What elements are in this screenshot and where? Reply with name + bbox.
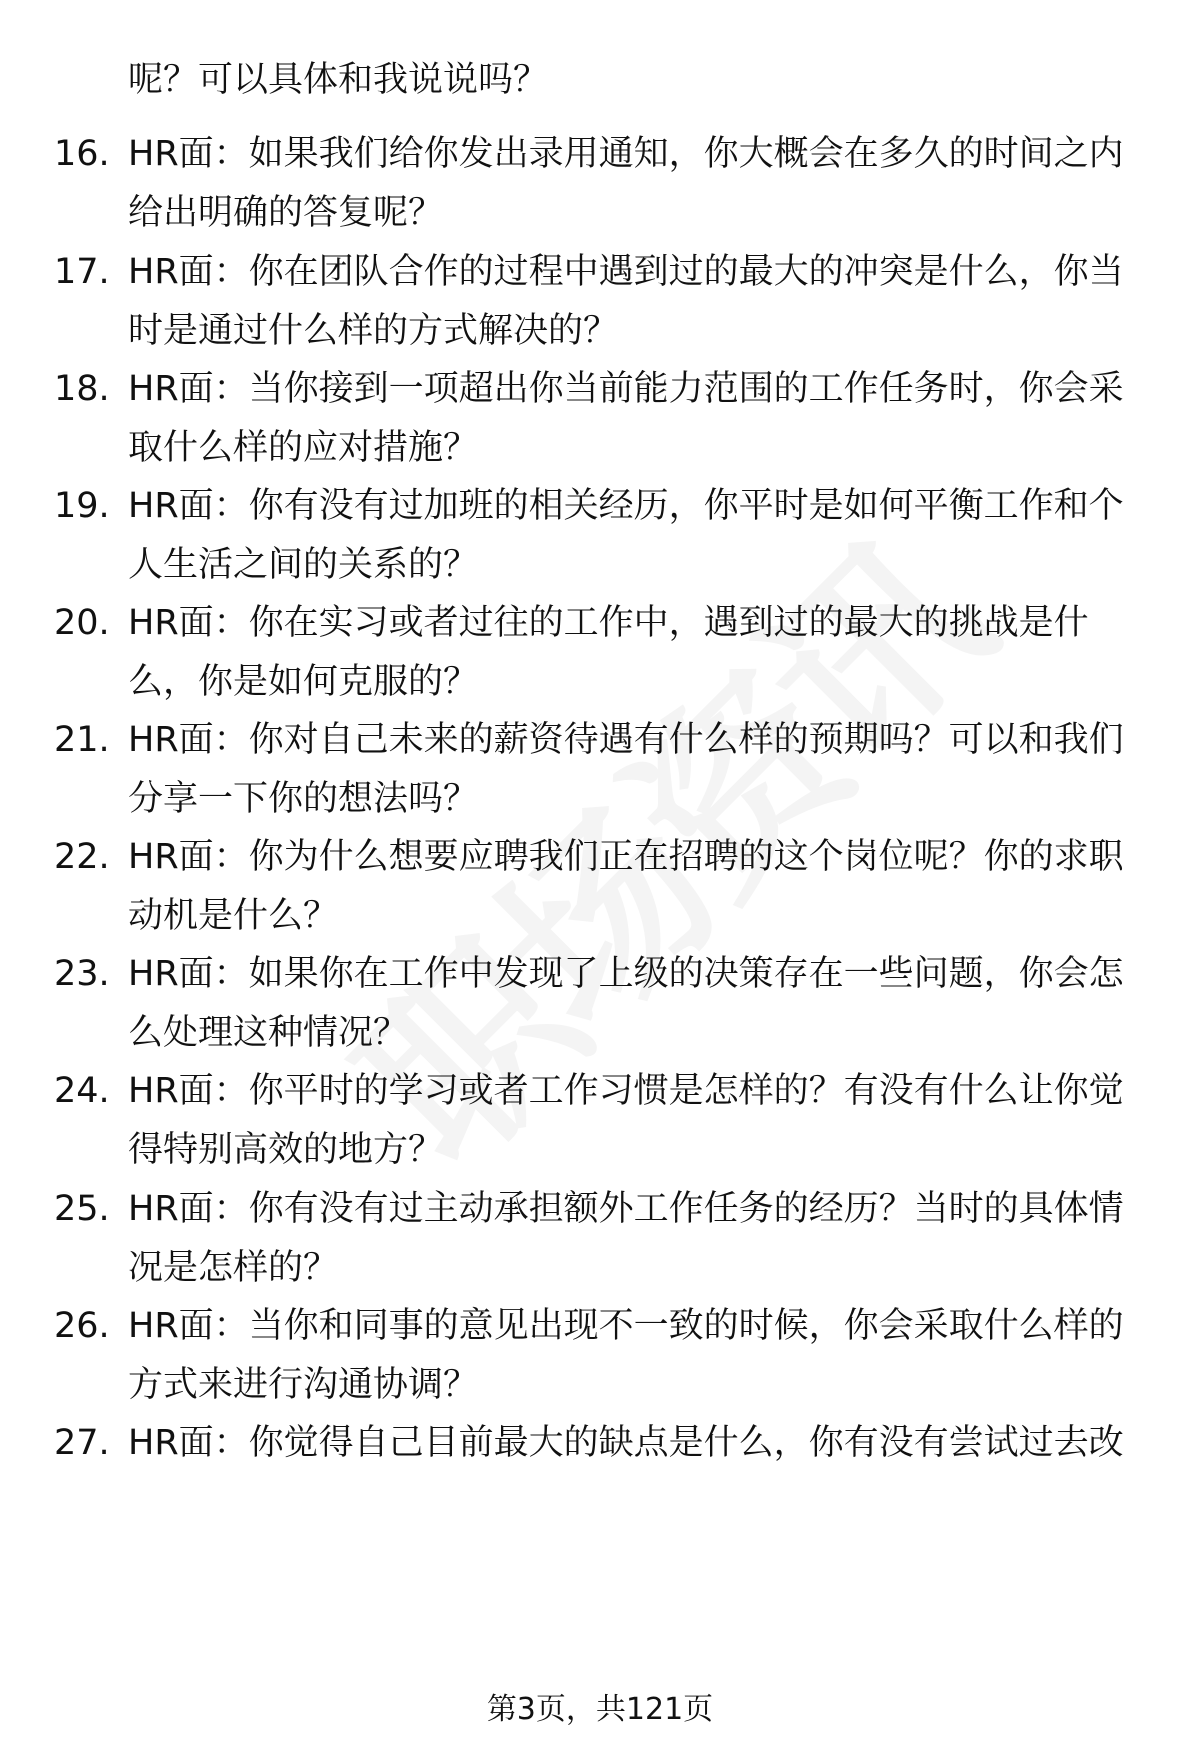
question-text: [128, 1304, 1158, 1422]
question-line-2: 动机是什么？: [128, 896, 339, 936]
question-line-1: HR面：如果你在工作中发现了上级的决策存在一些问题，你会怎: [128, 954, 1124, 994]
question-text: [128, 1069, 1158, 1187]
question-line-2: 么处理这种情况？: [128, 1013, 409, 1053]
question-text: [128, 835, 1158, 953]
question-number: 25.: [54, 1189, 110, 1229]
question-item: [0, 835, 1200, 955]
question-number: 22.: [54, 837, 110, 877]
question-text: [128, 367, 1158, 485]
question-item: [0, 601, 1200, 721]
question-number: 23.: [54, 954, 110, 994]
question-number: 19.: [54, 486, 110, 526]
question-text: [128, 718, 1158, 836]
continuation-line: 呢？可以具体和我说说吗？: [128, 60, 549, 100]
question-text: [128, 484, 1158, 602]
question-line-1: HR面：你平时的学习或者工作习惯是怎样的？有没有什么让你觉: [128, 1071, 1124, 1111]
question-line-2: 得特别高效的地方？: [128, 1130, 444, 1170]
question-number: 20.: [54, 603, 110, 643]
question-item: [0, 250, 1200, 370]
question-line-1: HR面：你对自己未来的薪资待遇有什么样的预期吗？可以和我们: [128, 720, 1124, 760]
question-line-1: HR面：你觉得自己目前最大的缺点是什么，你有没有尝试过去改: [128, 1423, 1124, 1463]
question-item: [0, 367, 1200, 487]
question-item: [0, 132, 1200, 252]
question-line-1: HR面：如果我们给你发出录用通知，你大概会在多久的时间之内: [128, 134, 1124, 174]
question-item: [0, 718, 1200, 838]
question-text: [128, 1421, 1158, 1480]
question-line-1: HR面：你在实习或者过往的工作中，遇到过的最大的挑战是什: [128, 603, 1089, 643]
question-number: 24.: [54, 1071, 110, 1111]
question-line-2: 取什么样的应对措施？: [128, 428, 479, 468]
question-number: 16.: [54, 134, 110, 174]
question-item: [0, 1304, 1200, 1424]
question-number: 27.: [54, 1423, 110, 1463]
question-number: 26.: [54, 1306, 110, 1346]
question-text: [128, 132, 1158, 250]
question-line-2: 分享一下你的想法吗？: [128, 779, 479, 819]
question-line-2: 方式来进行沟通协调？: [128, 1365, 479, 1405]
question-item: [0, 484, 1200, 604]
question-line-1: HR面：当你和同事的意见出现不一致的时候，你会采取什么样的: [128, 1306, 1124, 1346]
question-line-1: HR面：你有没有过主动承担额外工作任务的经历？当时的具体情: [128, 1189, 1124, 1229]
question-line-2: 么，你是如何克服的？: [128, 662, 479, 702]
question-line-2: 人生活之间的关系的？: [128, 545, 479, 585]
question-number: 21.: [54, 720, 110, 760]
question-number: 18.: [54, 369, 110, 409]
question-item: [0, 1069, 1200, 1189]
question-line-2: 时是通过什么样的方式解决的？: [128, 311, 619, 351]
page-footer: 第3页，共121页: [486, 1692, 714, 1727]
question-text: [128, 250, 1158, 368]
question-item: [0, 1187, 1200, 1307]
question-item: [0, 952, 1200, 1072]
question-text: [128, 601, 1158, 719]
question-text: [128, 1187, 1158, 1305]
question-line-2: 给出明确的答复呢？: [128, 193, 444, 233]
question-line-1: HR面：你在团队合作的过程中遇到过的最大的冲突是什么，你当: [128, 252, 1124, 292]
question-line-1: HR面：当你接到一项超出你当前能力范围的工作任务时，你会采: [128, 369, 1124, 409]
question-line-1: HR面：你为什么想要应聘我们正在招聘的这个岗位呢？你的求职: [128, 837, 1124, 877]
question-text: [128, 952, 1158, 1070]
question-line-1: HR面：你有没有过加班的相关经历，你平时是如何平衡工作和个: [128, 486, 1124, 526]
question-number: 17.: [54, 252, 110, 292]
question-line-2: 况是怎样的？: [128, 1248, 339, 1288]
question-item: [0, 1421, 1200, 1541]
